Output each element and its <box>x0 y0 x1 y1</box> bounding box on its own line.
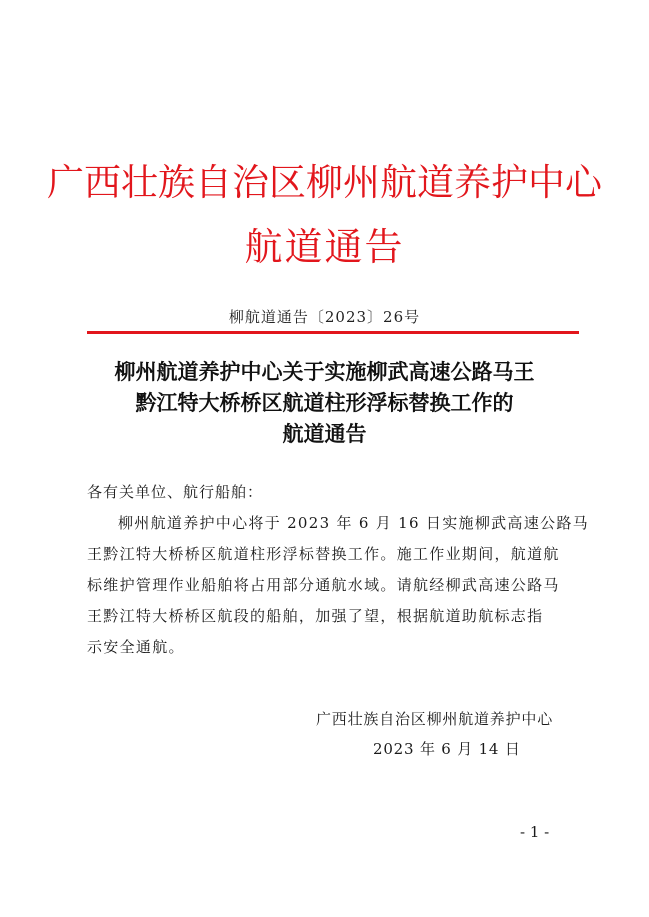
notice-title-line-1: 柳州航道养护中心关于实施柳武高速公路马王 <box>114 359 535 384</box>
page-number: - 1 - <box>520 823 550 841</box>
salutation: 各有关单位、航行船舶： <box>87 483 264 501</box>
notice-title-line-3: 航道通告 <box>282 421 367 446</box>
issue-date: 2023 年 6 月 14 日 <box>373 740 521 758</box>
body-line-3: 标维护管理作业船舶将占用部分通航水域。请航经柳武高速公路马 <box>87 576 560 594</box>
header-org-title: 广西壮族自治区柳州航道养护中心 <box>47 161 602 204</box>
red-divider-line <box>87 331 579 334</box>
notice-body <box>87 508 589 663</box>
document-number: 柳航道通告〔2023〕26号 <box>228 308 421 326</box>
body-line-5: 示安全通航。 <box>87 638 185 656</box>
body-line-2: 王黔江特大桥桥区航道柱形浮标替换工作。施工作业期间，航道航 <box>87 545 560 563</box>
header-doc-type: 航道通告 <box>244 225 405 269</box>
notice-title <box>60 356 589 449</box>
notice-title-line-2: 黔江特大桥桥区航道柱形浮标替换工作的 <box>135 390 514 415</box>
issuer-signature: 广西壮族自治区柳州航道养护中心 <box>316 710 554 728</box>
body-line-1: 柳州航道养护中心将于 2023 年 6 月 16 日实施柳武高速公路马 <box>118 514 589 532</box>
body-line-4: 王黔江特大桥桥区航段的船舶，加强了望，根据航道助航标志指 <box>87 607 544 625</box>
